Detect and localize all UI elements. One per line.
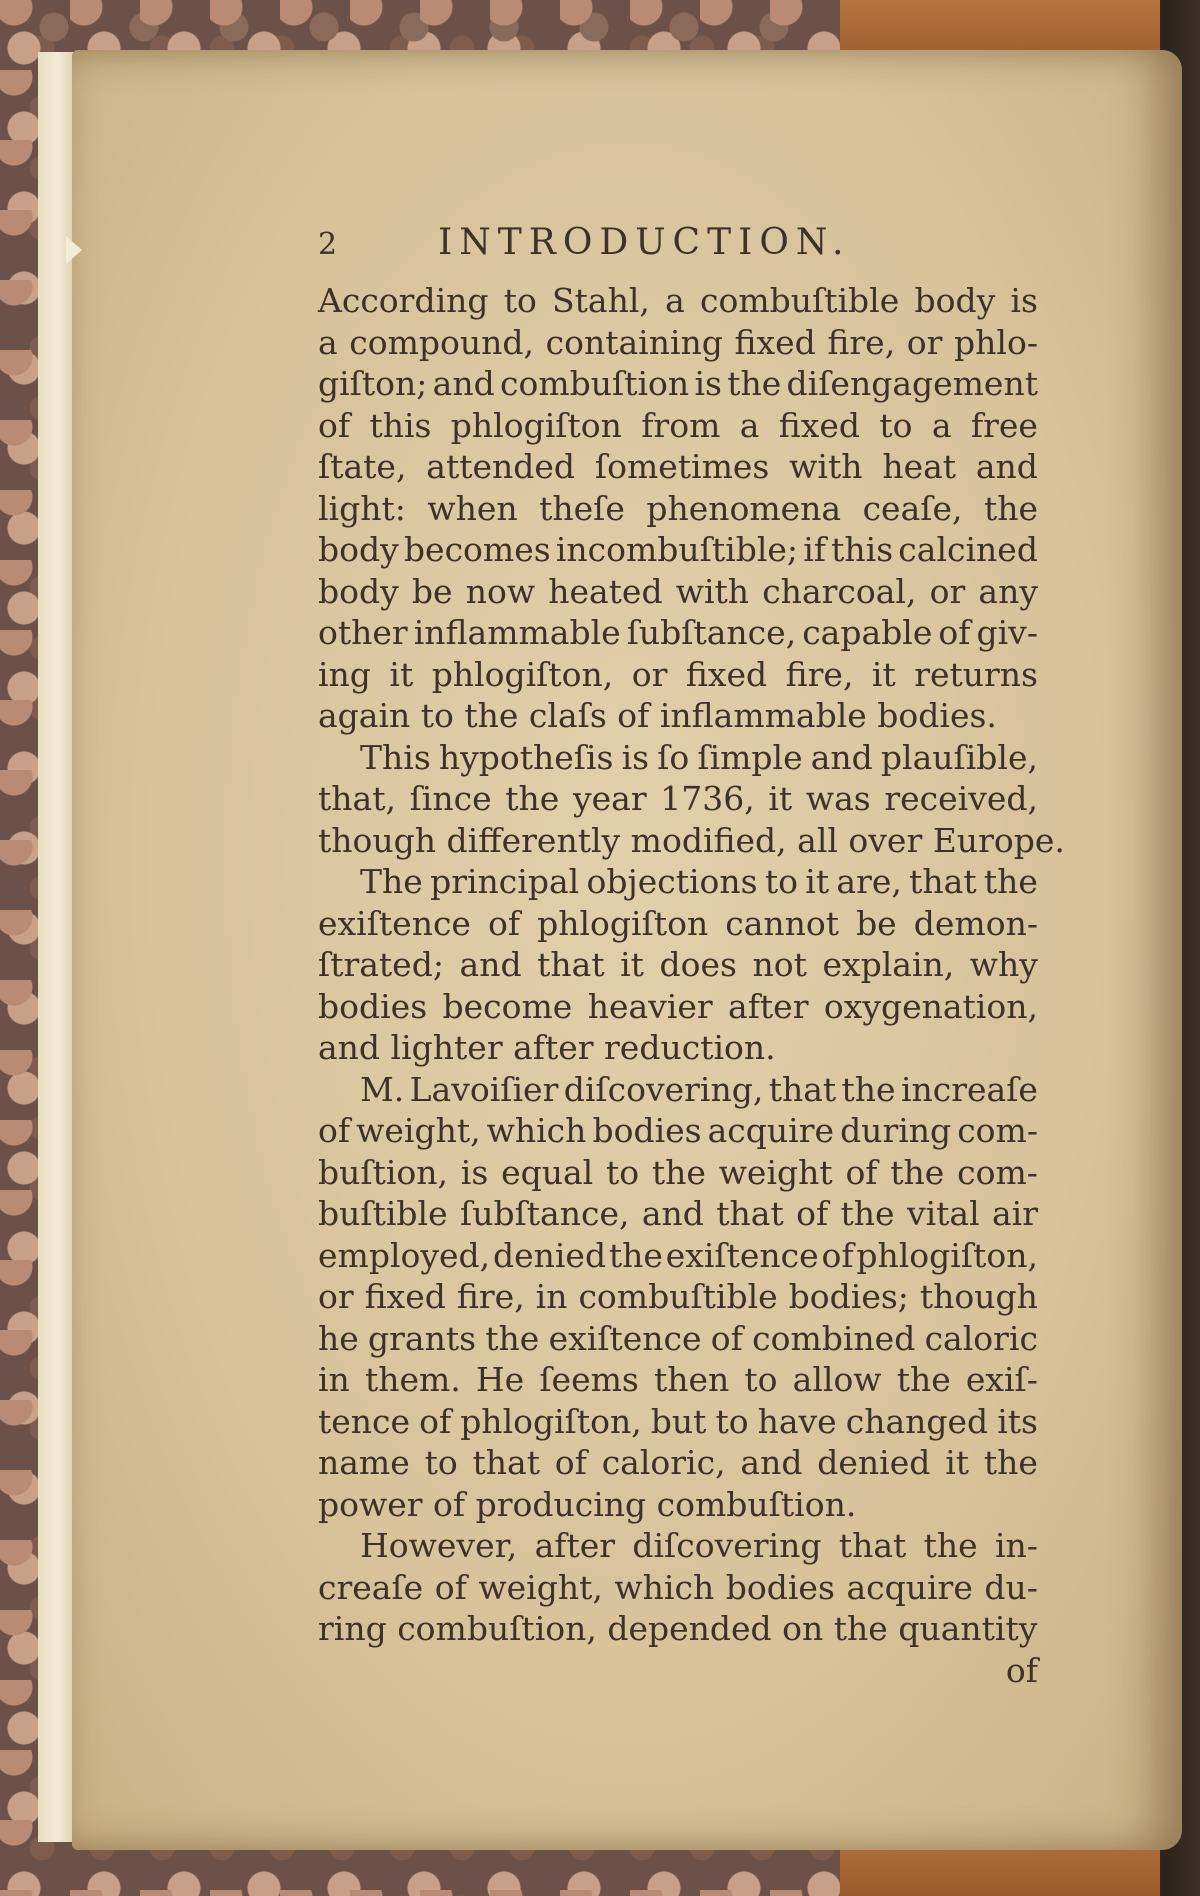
word: in xyxy=(318,1360,350,1399)
word: other xyxy=(318,613,408,652)
word: grants xyxy=(368,1318,477,1358)
word: explain, xyxy=(822,945,955,984)
word: have xyxy=(757,1401,837,1441)
text-line xyxy=(318,1401,1038,1443)
text-line xyxy=(318,1235,1038,1277)
word: combuſtion xyxy=(500,364,690,403)
word: phlo- xyxy=(954,322,1038,362)
word: combined xyxy=(752,1318,916,1358)
word: acquire xyxy=(707,1111,835,1150)
word: which xyxy=(614,1567,715,1607)
word: giſton; xyxy=(318,364,428,403)
text-line: again to the claſs of inflammable bodies. xyxy=(318,696,997,735)
word: weight, xyxy=(356,1111,481,1150)
text-line xyxy=(318,1318,1038,1360)
word: giv- xyxy=(976,613,1038,652)
word: of xyxy=(318,405,351,445)
word: to xyxy=(424,1443,458,1482)
word: fixed xyxy=(685,654,768,694)
word: this xyxy=(369,405,432,445)
text-line: though differently modified, all over Europe. xyxy=(318,820,1065,860)
word: changed xyxy=(845,1401,989,1441)
text-line xyxy=(318,363,1038,405)
word: fixed xyxy=(734,322,816,362)
word: ſimple xyxy=(697,737,803,777)
word: returns xyxy=(914,654,1038,694)
text-line xyxy=(318,1359,1038,1401)
text-line xyxy=(318,1110,1038,1152)
word: creaſe xyxy=(318,1567,424,1607)
word: However, xyxy=(360,1526,518,1565)
word: is xyxy=(694,364,722,403)
word: incombuſtible; xyxy=(555,530,799,569)
word: it xyxy=(620,945,644,984)
word: during xyxy=(840,1111,952,1150)
word: bodies xyxy=(318,986,428,1026)
text-line xyxy=(318,405,1038,447)
word: become xyxy=(442,986,573,1026)
word: du- xyxy=(984,1567,1038,1607)
word: phlogiſton, xyxy=(431,654,614,694)
word: of xyxy=(554,1443,587,1482)
word: theſe xyxy=(539,488,625,528)
text-line xyxy=(318,944,1038,986)
word: acquire xyxy=(846,1567,973,1607)
word: ſeems xyxy=(539,1360,639,1399)
word: containing xyxy=(545,322,723,362)
word: is xyxy=(621,737,650,777)
text-line xyxy=(318,778,1038,820)
word: a xyxy=(318,322,338,362)
word: attended xyxy=(426,447,576,486)
text-line xyxy=(318,1193,1038,1235)
word: com- xyxy=(957,1111,1038,1150)
word: cannot xyxy=(725,903,840,943)
word: the xyxy=(608,1235,663,1275)
word: that xyxy=(838,1526,907,1565)
word: becomes xyxy=(403,530,551,569)
word: or xyxy=(906,322,943,362)
text-line xyxy=(318,1525,1038,1567)
word: or xyxy=(631,654,668,694)
word: ſince xyxy=(409,779,492,818)
word: demon- xyxy=(913,903,1038,943)
word: increaſe xyxy=(900,1069,1038,1109)
word: to xyxy=(503,281,537,320)
page-text xyxy=(318,222,1065,1691)
text-line: power of producing combuſtion. xyxy=(318,1484,857,1524)
word: of xyxy=(821,1235,854,1275)
word: it xyxy=(871,654,896,694)
word: M. xyxy=(360,1069,405,1109)
word: ing xyxy=(318,654,371,694)
word: charcoal, xyxy=(762,571,917,611)
word: the xyxy=(840,1194,895,1233)
word: to xyxy=(764,862,798,901)
word: fire, xyxy=(456,1277,525,1316)
word: body xyxy=(914,281,996,320)
word: though xyxy=(919,1277,1038,1316)
text-line: and lighter after reduction. xyxy=(318,1028,776,1067)
word: it xyxy=(389,654,414,694)
text-line xyxy=(318,322,1038,364)
word: He xyxy=(475,1360,525,1399)
word: ſometimes xyxy=(594,447,770,486)
word: phlogiſton, xyxy=(856,1235,1038,1275)
word: the xyxy=(841,1069,896,1109)
word: objections xyxy=(586,862,758,901)
word: in xyxy=(535,1277,568,1316)
text-line xyxy=(318,903,1038,945)
word: body xyxy=(318,530,399,569)
word: heated xyxy=(548,571,663,611)
word: from xyxy=(641,405,721,445)
text-line xyxy=(318,446,1038,488)
word: denied xyxy=(492,1235,607,1275)
word: body xyxy=(318,571,399,611)
word: them. xyxy=(364,1360,461,1399)
word: not xyxy=(752,945,807,984)
word: a xyxy=(665,281,685,320)
word: of xyxy=(434,1567,467,1607)
word: to xyxy=(879,405,913,445)
word: phlogiſton xyxy=(537,903,709,943)
word: equal xyxy=(501,1152,594,1192)
word: and xyxy=(432,364,495,403)
catchword: of xyxy=(1005,1650,1038,1690)
running-title: INTRODUCTION. xyxy=(438,222,851,263)
word: ſtate, xyxy=(318,447,407,486)
word: compound, xyxy=(349,322,535,362)
word: a xyxy=(739,405,760,445)
text-line xyxy=(318,529,1038,571)
word: weight xyxy=(718,1152,833,1192)
word: exiſtence xyxy=(318,903,471,943)
word: that xyxy=(909,862,977,901)
word: heat xyxy=(882,447,957,486)
word: hypotheſis xyxy=(438,737,614,777)
word: buſtible xyxy=(318,1194,448,1233)
word: exiſtence xyxy=(548,1318,702,1358)
word: it xyxy=(945,1443,970,1482)
word: be xyxy=(411,571,453,611)
text-line xyxy=(318,1276,1038,1318)
word: or xyxy=(318,1277,354,1316)
word: diſengagement xyxy=(786,364,1038,403)
word: free xyxy=(970,405,1038,445)
word: to xyxy=(605,1152,640,1192)
word: year xyxy=(572,779,647,818)
word: of xyxy=(796,1194,829,1233)
word: calcined xyxy=(898,530,1038,569)
word: that xyxy=(716,1194,784,1233)
word: diſcovering, xyxy=(563,1069,764,1109)
word: diſcovering xyxy=(632,1526,822,1565)
word: of xyxy=(710,1318,743,1358)
word: phlogiſton xyxy=(450,405,622,445)
word: was xyxy=(805,779,871,818)
word: of xyxy=(318,1111,351,1150)
word: air xyxy=(991,1194,1038,1233)
word: he xyxy=(318,1318,359,1358)
word: received, xyxy=(884,779,1038,818)
word: According xyxy=(318,281,489,320)
text-line xyxy=(318,612,1038,654)
text-line xyxy=(318,737,1038,779)
word: is xyxy=(460,1152,489,1192)
word: and xyxy=(975,447,1038,486)
text-line xyxy=(318,1567,1038,1609)
word: now xyxy=(465,571,536,611)
word: bodies xyxy=(725,1567,835,1607)
word: why xyxy=(969,945,1038,984)
word: tence xyxy=(318,1401,411,1441)
word: a xyxy=(931,405,952,445)
page-header xyxy=(318,222,1038,280)
word: Stahl, xyxy=(552,281,650,320)
word: light: xyxy=(318,488,406,528)
word: and xyxy=(459,945,522,984)
text-line xyxy=(318,1069,1038,1111)
word: it xyxy=(805,862,830,901)
word: the xyxy=(983,488,1038,528)
word: which xyxy=(486,1111,587,1150)
word: bodies; xyxy=(788,1277,909,1316)
word: weight, xyxy=(478,1567,603,1607)
word: principal xyxy=(430,862,580,901)
word: with xyxy=(789,447,863,486)
word: the xyxy=(505,779,560,818)
word: but xyxy=(650,1401,707,1441)
word: allow xyxy=(792,1360,882,1399)
word: are, xyxy=(836,862,902,901)
word: to xyxy=(744,1360,778,1399)
text-line xyxy=(318,1152,1038,1194)
word: that xyxy=(472,1443,540,1482)
page-number: 2 xyxy=(318,227,338,262)
text-line xyxy=(318,654,1038,696)
word: vital xyxy=(906,1194,980,1233)
word: ſo xyxy=(657,737,690,777)
word: the xyxy=(983,1443,1038,1482)
word: after xyxy=(728,986,809,1026)
word: the xyxy=(485,1318,540,1358)
word: employed, xyxy=(318,1235,491,1275)
text-line: ring combuſtion, depended on the quantity xyxy=(318,1609,1038,1648)
word: or xyxy=(929,571,966,611)
word: of xyxy=(488,903,521,943)
word: Lavoiſier xyxy=(409,1069,559,1109)
body-text xyxy=(318,280,1065,1650)
word: caloric, xyxy=(601,1443,726,1482)
word: any xyxy=(978,571,1038,611)
word: to xyxy=(715,1401,749,1441)
word: it xyxy=(768,779,793,818)
word: heavier xyxy=(587,986,713,1026)
word: The xyxy=(360,862,423,901)
word: phenomena xyxy=(646,488,842,528)
word: com- xyxy=(957,1152,1038,1192)
page-marker-tab xyxy=(66,236,82,264)
word: if xyxy=(803,530,826,569)
word: the xyxy=(923,1526,978,1565)
word: oxygenation, xyxy=(823,986,1038,1026)
text-line xyxy=(318,280,1038,322)
word: in- xyxy=(994,1526,1038,1565)
word: exiſtence xyxy=(665,1235,819,1275)
word: after xyxy=(534,1526,616,1565)
text-line xyxy=(318,1442,1038,1484)
word: caloric xyxy=(924,1318,1038,1358)
word: that xyxy=(537,945,605,984)
word: capable xyxy=(802,613,933,652)
word: plauſible, xyxy=(880,737,1038,777)
word: inflammable xyxy=(413,613,621,652)
word: combuſtible xyxy=(578,1277,778,1316)
text-line xyxy=(318,488,1038,530)
word: of xyxy=(419,1401,452,1441)
word: fixed xyxy=(778,405,861,445)
word: of xyxy=(938,613,971,652)
word: fixed xyxy=(364,1277,446,1316)
word: the xyxy=(651,1152,706,1192)
word: with xyxy=(675,571,750,611)
word: exiſ- xyxy=(965,1360,1038,1399)
word: This xyxy=(360,737,431,777)
word: combuſtible xyxy=(699,281,900,320)
word: buſtion, xyxy=(318,1152,449,1192)
word: ſtrated; xyxy=(318,945,444,984)
word: this xyxy=(831,530,894,569)
word: of xyxy=(845,1152,878,1192)
word: ſubſtance, xyxy=(459,1194,630,1233)
word: the xyxy=(983,862,1038,901)
word: and xyxy=(810,737,873,777)
word: denied xyxy=(817,1443,931,1482)
word: be xyxy=(856,903,897,943)
word: fire, xyxy=(827,322,896,362)
word: bodies xyxy=(592,1111,702,1150)
text-line xyxy=(318,986,1038,1028)
word: does xyxy=(659,945,737,984)
word: name xyxy=(318,1443,410,1482)
word: when xyxy=(427,488,518,528)
word: that, xyxy=(318,779,396,818)
word: is xyxy=(1010,281,1038,320)
word: fire, xyxy=(785,654,854,694)
word: the xyxy=(896,1360,951,1399)
word: that xyxy=(768,1069,837,1109)
word: and xyxy=(641,1194,704,1233)
word: ceaſe, xyxy=(862,488,963,528)
word: then xyxy=(653,1360,730,1399)
word: the xyxy=(727,364,782,403)
word: its xyxy=(997,1401,1038,1441)
word: phlogiſton, xyxy=(460,1401,642,1441)
text-line xyxy=(318,861,1038,903)
word: ſubſtance, xyxy=(626,613,797,652)
text-line xyxy=(318,571,1038,613)
word: the xyxy=(890,1152,945,1192)
word: and xyxy=(740,1443,803,1482)
word: 1736, xyxy=(660,779,755,818)
